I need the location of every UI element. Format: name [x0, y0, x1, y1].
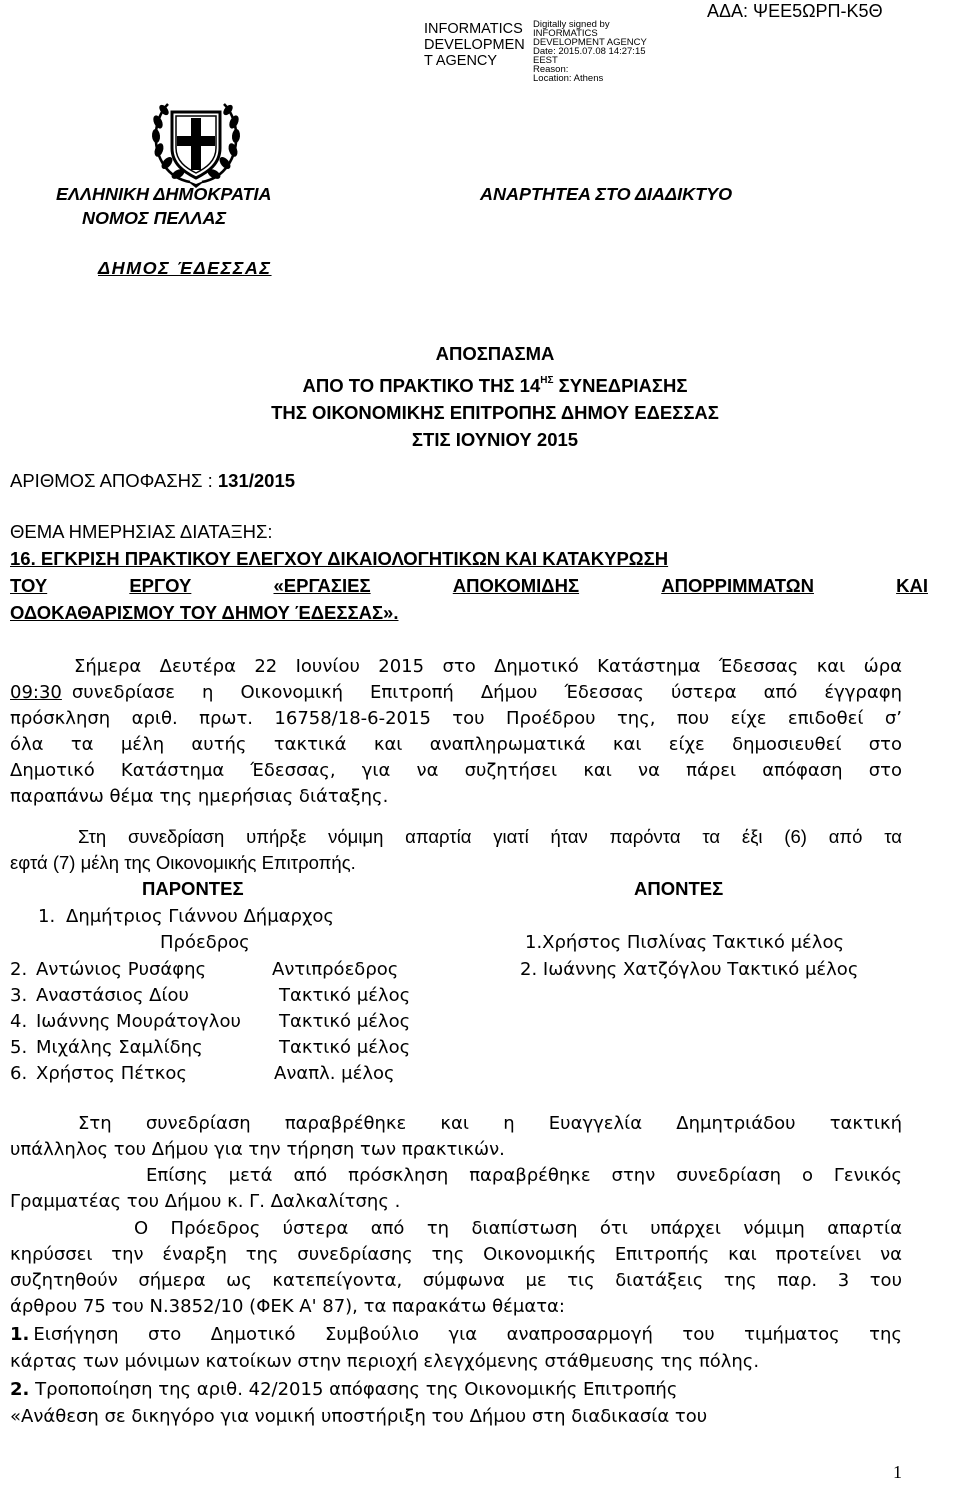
body-line: Στη συνεδρίαση παραβρέθηκε και η Ευαγγελία Δημητριάδου τακτική — [78, 1113, 902, 1134]
document-title — [0, 340, 960, 453]
body-line: υπάλληλος του Δήμου για την τήρηση των πρακτικών. — [10, 1139, 505, 1160]
body-line: Σήμερα Δευτέρα 22 Ιουνίου 2015 στο Δημοτικό Κατάστημα Έδεσσας και ώρα — [74, 656, 902, 677]
issuer-country: ΕΛΛΗΝΙΚΗ ΔΗΜΟΚΡΑΤΙΑ — [56, 184, 272, 204]
present-header: ΠΑΡΟΝΤΕΣ — [142, 878, 244, 899]
present-member-num: 1. — [38, 906, 56, 927]
decision-value: 131/2015 — [217, 470, 296, 491]
present-member-role: Αντιπρόεδρος — [272, 959, 399, 980]
agenda-item: 2. Τροποποίηση της αριθ. 42/2015 απόφασης της Οικονομικής Επιτροπής — [10, 1379, 678, 1400]
present-member-num: 6. — [10, 1063, 28, 1084]
present-member-role: Τακτικό μέλος — [279, 985, 411, 1006]
signature-detail: Date: 2015.07.08 14:27:15 — [533, 46, 646, 57]
title-line: ΣΤΙΣ ΙΟΥΝΙΟΥ 2015 — [411, 429, 579, 450]
agenda-item-line: κάρτας των μόνιμων κατοίκων στην περιοχή ελεγχόμενης στάθμευσης της πόλης. — [10, 1351, 760, 1372]
present-member-role: Πρόεδρος — [160, 932, 250, 953]
present-member-name: Αντώνιος Ρυσάφης — [36, 959, 207, 980]
signature-detail: Digitally signed by — [533, 19, 610, 30]
title-line: ΑΠΟΣΠΑΣΜΑ — [435, 343, 555, 364]
posting-notice: ΑΝΑΡΤΗΤΕΑ ΣΤΟ ΔΙΑΔΙΚΤΥΟ — [480, 184, 733, 204]
ada-code: ΑΔΑ: ΨΕΕ5ΩΡΠ-Κ5Θ — [707, 1, 883, 21]
signature-detail: INFORMATICS — [533, 28, 598, 39]
present-member-role: Αναπλ. μέλος — [274, 1063, 395, 1084]
quorum-line: εφτά (7) μέλη της Οικονομικής Επιτροπής. — [10, 852, 356, 873]
body-line: Ο Πρόεδρος ύστερα από τη διαπίστωση ότι υπάρχει νόμιμη απαρτία — [134, 1218, 902, 1239]
title-line: ΤΗΣ ΟΙΚΟΝΟΜΙΚΗΣ ΕΠΙΤΡΟΠΗΣ ΔΗΜΟΥ ΕΔΕΣΣΑΣ — [271, 402, 719, 423]
signature-detail: Location: Athens — [533, 73, 604, 84]
greek-coat-of-arms-icon — [146, 98, 246, 190]
body-line: όλα τα μέλη αυτής τακτικά και αναπληρωματικά και είχε δημοσιευθεί στο — [10, 734, 902, 755]
title-line: ΑΠΟ ΤΟ ΠΡΑΚΤΙΚΟ ΤΗΣ $14^{H\Sigma}$ ΣΥΝΕΔΡΙΑΣΗΣ — [302, 375, 688, 396]
present-member-role: Τακτικό μέλος — [279, 1011, 411, 1032]
issuer-municipality: ΔΗΜΟΣ ΈΔΕΣΣΑΣ — [98, 258, 272, 278]
body-line: Γραμματέας του Δήμου κ. Γ. Δαλκαλίτσης . — [10, 1191, 401, 1212]
present-member-name: Χρήστος Πέτκος — [36, 1063, 187, 1084]
body-line: παραπάνω θέμα της ημερήσιας διάταξης. — [10, 786, 389, 807]
body-line: άρθρου 75 του Ν.3852/10 (ΦΕΚ Α' 87), τα παρακάτω θέματα: — [10, 1296, 565, 1317]
quorum-line: Στη συνεδρίαση υπήρξε νόμιμη απαρτία γιατί ήταν παρόντα τα έξι (6) από τα — [78, 826, 902, 847]
present-member-role: Τακτικό μέλος — [279, 1037, 411, 1058]
present-member-name: Αναστάσιος Δίου — [36, 985, 189, 1006]
subject-line: ΤΟΥ ΕΡΓΟΥ «ΕΡΓΑΣΙΕΣ ΑΠΟΚΟΜΙΔΗΣ ΑΠΟΡΡΙΜΜΑΤΩΝ ΚΑΙ — [10, 575, 928, 596]
issuer-prefecture: ΝΟΜΟΣ ΠΕΛΛΑΣ — [82, 208, 227, 228]
present-member-name: Ιωάννης Μουράτογλου — [36, 1011, 241, 1032]
subject-line: ΟΔΟΚΑΘΑΡΙΣΜΟΥ ΤΟΥ ΔΗΜΟΥ ΈΔΕΣΣΑΣ». — [10, 602, 399, 623]
decision-number — [10, 469, 295, 493]
signature-detail: Reason: — [533, 64, 569, 75]
subject-label: ΘΕΜΑ ΗΜΕΡΗΣΙΑΣ ΔΙΑΤΑΞΗΣ: — [10, 521, 273, 542]
decision-label: ΑΡΙΘΜΟΣ ΑΠΟΦΑΣΗΣ : — [10, 470, 218, 491]
body-line: πρόσκληση αριθ. πρωτ. 16758/18-6-2015 του Προέδρου της, που είχε επιδοθεί σ’ — [10, 708, 902, 729]
page-number: 1 — [893, 1462, 902, 1482]
present-member-num: 5. — [10, 1037, 28, 1058]
signature-detail: EEST — [533, 55, 558, 66]
subject-line: 16. ΕΓΚΡΙΣΗ ΠΡΑΚΤΙΚΟΥ ΕΛΕΓΧΟΥ ΔΙΚΑΙΟΛΟΓΗΤΙΚΩΝ ΚΑΙ ΚΑΤΑΚΥΡΩΣΗ — [10, 548, 669, 569]
body-line: Δημοτικό Κατάστημα Έδεσσας, για να συζητήσει και να πάρει απόφαση στο — [10, 760, 902, 781]
present-member-num: 2. — [10, 959, 28, 980]
signer-name-line: T AGENCY — [424, 53, 498, 69]
body-line: κηρύσσει την έναρξη της συνεδρίασης της Οικονομικής Επιτροπής και προτείνει να — [10, 1244, 902, 1265]
body-line: Επίσης μετά από πρόσκληση παραβρέθηκε στην συνεδρίαση ο Γενικός — [146, 1165, 902, 1186]
absent-member: 1.Χρήστος Πισλίνας Τακτικό μέλος — [525, 932, 845, 953]
agenda-item-line: «Ανάθεση σε δικηγόρο για νομική υποστήριξη του Δήμου στη διαδικασία του — [10, 1406, 708, 1427]
absent-header: ΑΠΟΝΤΕΣ — [634, 878, 724, 899]
present-member-name: Δημήτριος Γιάννου Δήμαρχος — [66, 906, 334, 927]
present-member-name: Μιχάλης Σαμλίδης — [36, 1037, 203, 1058]
present-member-num: 3. — [10, 985, 28, 1006]
agenda-item: 1. Εισήγηση στο Δημοτικό Συμβούλιο για αναπροσαρμογή του τιμήματος της — [10, 1324, 902, 1345]
body-line: 09:30 συνεδρίασε η Οικονομική Επιτροπή Δήμου Έδεσσας ύστερα από έγγραφη — [10, 682, 902, 703]
absent-member: 2. Ιωάννης Χατζόγλου Τακτικό μέλος — [520, 959, 859, 980]
signer-name-line: INFORMATICS — [424, 21, 523, 37]
signer-name-line: DEVELOPMEN — [424, 37, 525, 53]
signature-detail: DEVELOPMENT AGENCY — [533, 37, 647, 48]
body-line: συζητηθούν σήμερα ως κατεπείγοντα, σύμφωνα με τις διατάξεις της παρ. 3 του — [10, 1270, 902, 1291]
present-member-num: 4. — [10, 1011, 28, 1032]
